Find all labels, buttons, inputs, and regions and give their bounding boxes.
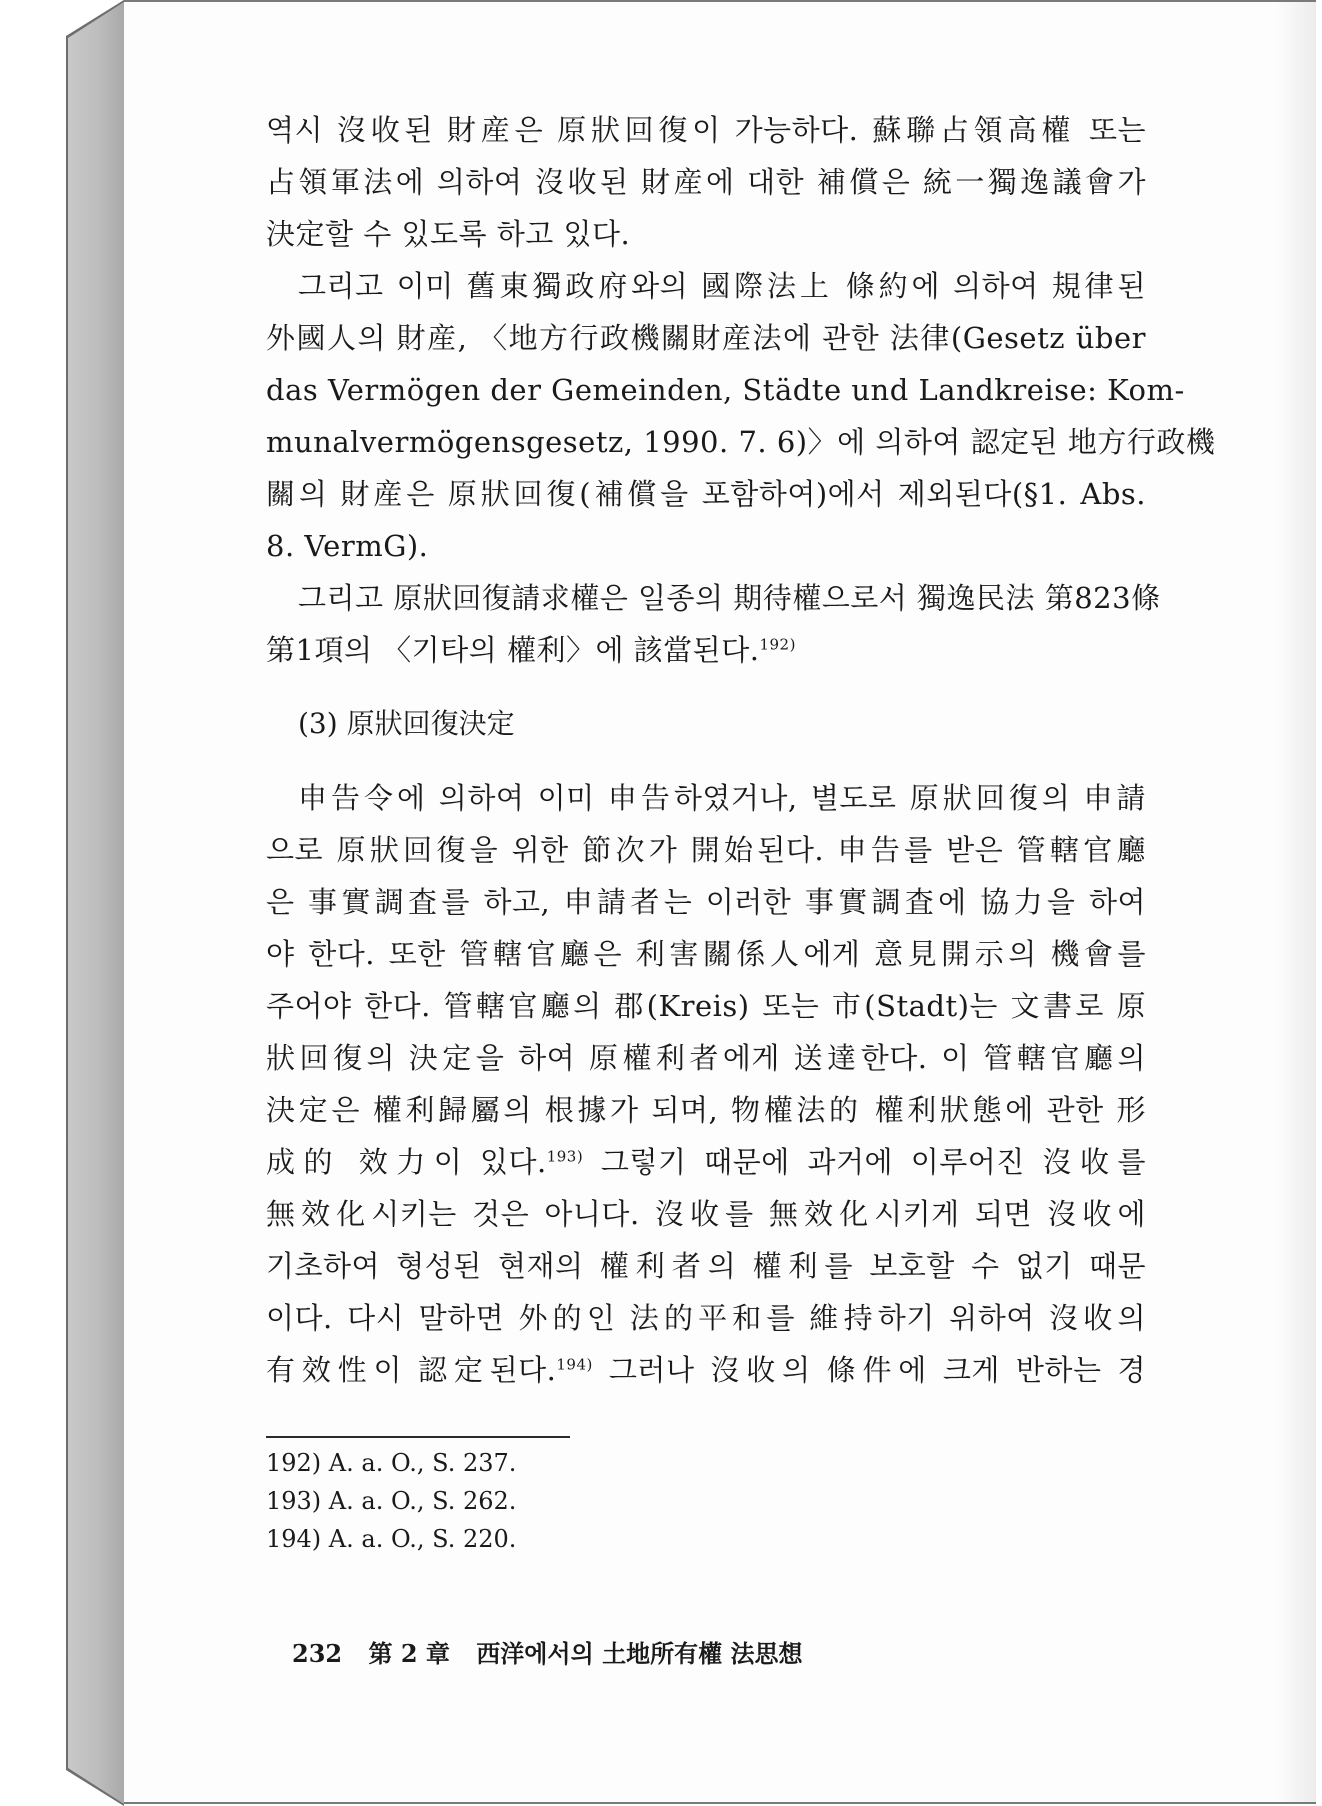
text-line: 外國人의 財産, 〈地方行政機關財産法에 관한 法律(Gesetz über [266,321,1146,355]
footnote-ref: 193) [546,1147,584,1166]
text-line: 기초하여 형성된 현재의 權利者의 權利를 보호할 수 없기 때문 [266,1249,1146,1283]
footnote-ref: 192) [759,635,796,654]
text-line: 無效化시키는 것은 아니다. 沒收를 無效化시키게 되면 沒收에 [266,1197,1146,1231]
text-line: das Vermögen der Gemeinden, Städte und Landkreise: Kom- [266,373,1185,407]
text-line: munalvermögensgesetz, 1990. 7. 6)〉에 의하여 認定된 地方行政機 [266,425,1216,459]
text-line: 關의 財産은 原狀回復(補償을 포함하여)에서 제외된다(§1. Abs. [266,477,1146,511]
text-span: 그렇기 때문에 과거에 이루어진 沒收를 [583,1145,1146,1179]
text-span: 그러나 沒收의 條件에 크게 반하는 경 [592,1353,1147,1387]
text-line: 8. VermG). [266,529,429,563]
book-spine [66,0,124,1806]
text-line: 역시 沒收된 財産은 原狀回復이 가능하다. 蘇聯占領高權 또는 [266,113,1146,147]
text-line [266,624,1146,676]
page-number: 232 [292,1639,343,1668]
chapter-title: 西洋에서의 土地所有權 法思想 [476,1639,803,1668]
page-footer [292,1634,821,1669]
page-shadow [1276,2,1316,1802]
text-line: 占領軍法에 의하여 沒收된 財産에 대한 補償은 統一獨逸議會가 [266,165,1146,199]
footnote: 193) A. a. O., S. 262. [266,1487,517,1515]
footnotes [266,1444,866,1558]
text-line: 決定할 수 있도록 하고 있다. [266,217,631,251]
body-text [266,104,1216,1396]
text-span: 有效性이 認定된다. [266,1353,557,1387]
footnote-ref: 194) [556,1355,593,1374]
footnote: 194) A. a. O., S. 220. [266,1525,517,1553]
text-line: 그리고 이미 舊東獨政府와의 國際法上 條約에 의하여 規律된 [298,269,1146,303]
text-line: 이다. 다시 말하면 外的인 法的平和를 維持하기 위하여 沒收의 [266,1301,1146,1335]
text-line: 야 한다. 또한 管轄官廳은 利害關係人에게 意見開示의 機會를 [266,937,1146,971]
text-span: 第1項의 〈기타의 權利〉에 該當된다. [266,633,760,667]
text-line: 은 事實調査를 하고, 申請者는 이러한 事實調査에 協力을 하여 [266,885,1146,919]
text-line [266,1136,1146,1188]
text-line: 申告令에 의하여 이미 申告하였거나, 별도로 原狀回復의 申請 [298,781,1146,815]
footnote-rule [266,1436,570,1438]
text-line [266,1344,1146,1396]
text-line: 그리고 原狀回復請求權은 일종의 期待權으로서 獨逸民法 第823條 [298,581,1161,615]
text-line: 으로 原狀回復을 위한 節次가 開始된다. 申告를 받은 管轄官廳 [266,833,1146,867]
footnote: 192) A. a. O., S. 237. [266,1449,517,1477]
text-line: 狀回復의 決定을 하여 原權利者에게 送達한다. 이 管轄官廳의 [266,1041,1146,1075]
text-line: 決定은 權利歸屬의 根據가 되며, 物權法的 權利狀態에 관한 形 [266,1093,1146,1127]
text-line: 주어야 한다. 管轄官廳의 郡(Kreis) 또는 市(Stadt)는 文書로 原 [266,989,1146,1023]
section-heading: (3) 原狀回復決定 [298,707,515,740]
text-span: 成的 效力이 있다. [266,1145,547,1179]
chapter-label: 第 2 章 [368,1639,450,1668]
